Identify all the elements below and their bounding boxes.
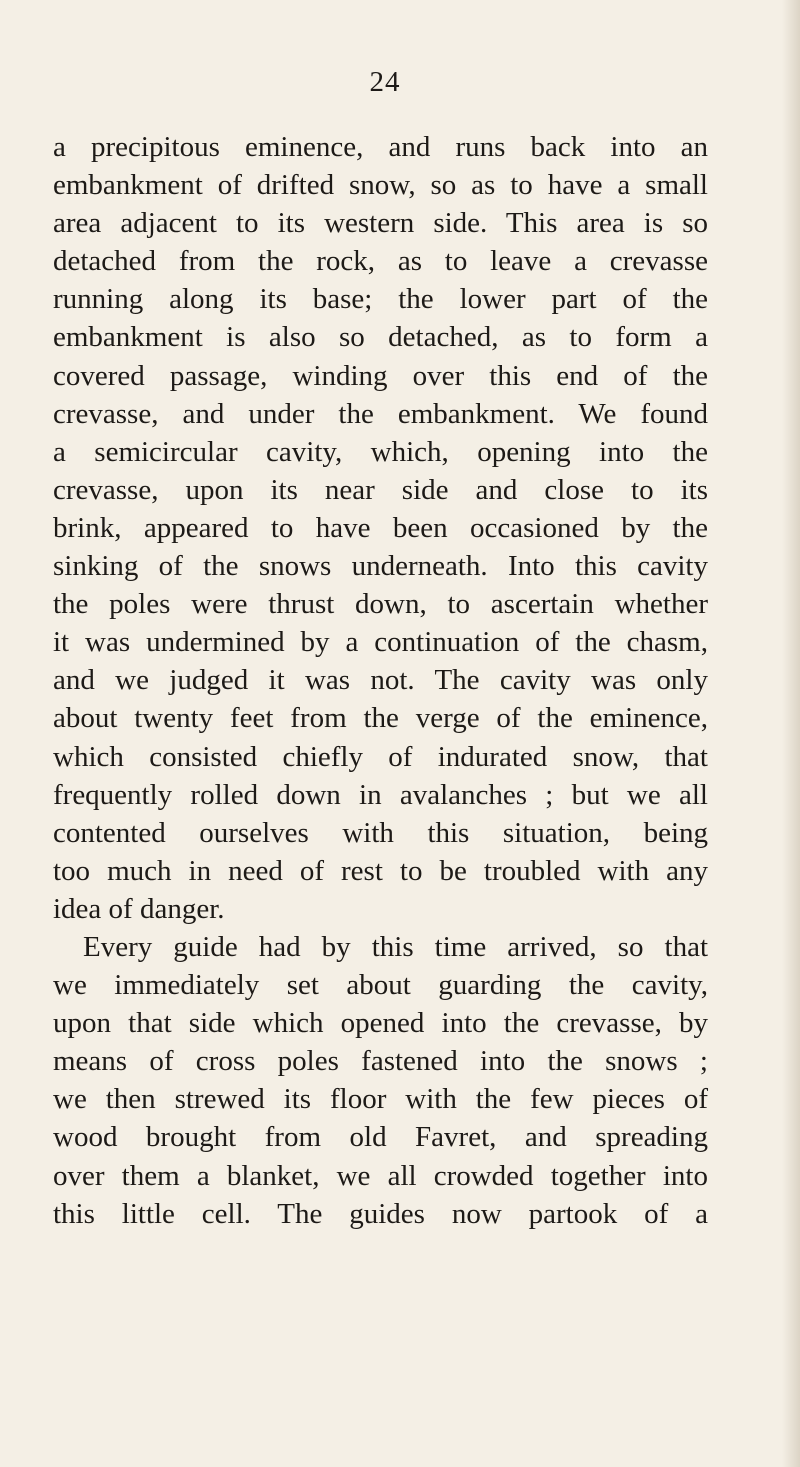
text-line: the poles were thrust down, to ascertain whether [53,588,708,621]
text-line: crevasse, and under the embankment. We found [53,397,708,430]
text-line: too much in need of rest to be troubled with any [53,854,708,887]
text-line: running along its base; the lower part of the [53,283,708,316]
paragraph-end-line: idea of danger. [53,892,225,925]
text-line: about twenty feet from the verge of the eminence, [53,702,708,735]
text-line: we immediately set about guarding the cavity, [53,969,708,1002]
page-number: 24 [369,66,401,98]
text-line: crevasse, upon its near side and close to its [53,473,708,506]
text-line: embankment is also so detached, as to form a [53,321,708,354]
text-line: wood brought from old Favret, and spreading [53,1121,708,1154]
text-line: detached from the rock, as to leave a crevasse [53,245,708,278]
body-text [53,128,708,1233]
text-line: sinking of the snows underneath. Into this cavity [53,550,708,583]
text-line: a precipitous eminence, and runs back into an [53,131,708,163]
text-line: and we judged it was not. The cavity was only [53,664,708,697]
paragraph-start-line: Every guide had by this time arrived, so that [83,930,708,963]
text-line: brink, appeared to have been occasioned by the [53,511,708,544]
text-line: contented ourselves with this situation, being [53,816,708,849]
text-line: this little cell. The guides now partook of a [53,1197,708,1230]
text-line: area adjacent to its western side. This area is so [53,207,708,240]
text-line: which consisted chiefly of indurated snow, that [53,740,708,773]
text-line: it was undermined by a continuation of the chasm, [53,626,708,659]
text-line: frequently rolled down in avalanches ; but we all [53,778,708,811]
text-line: over them a blanket, we all crowded together into [53,1159,708,1192]
text-line: embankment of drifted snow, so as to have a small [53,169,708,202]
text-line: covered passage, winding over this end of the [53,359,708,392]
text-line: means of cross poles fastened into the snows ; [53,1045,708,1078]
page-edge-shadow [782,0,800,1467]
text-line: we then strewed its floor with the few pieces of [53,1083,708,1116]
text-line: upon that side which opened into the crevasse, by [53,1007,708,1040]
text-line: a semicircular cavity, which, opening into the [53,435,708,468]
